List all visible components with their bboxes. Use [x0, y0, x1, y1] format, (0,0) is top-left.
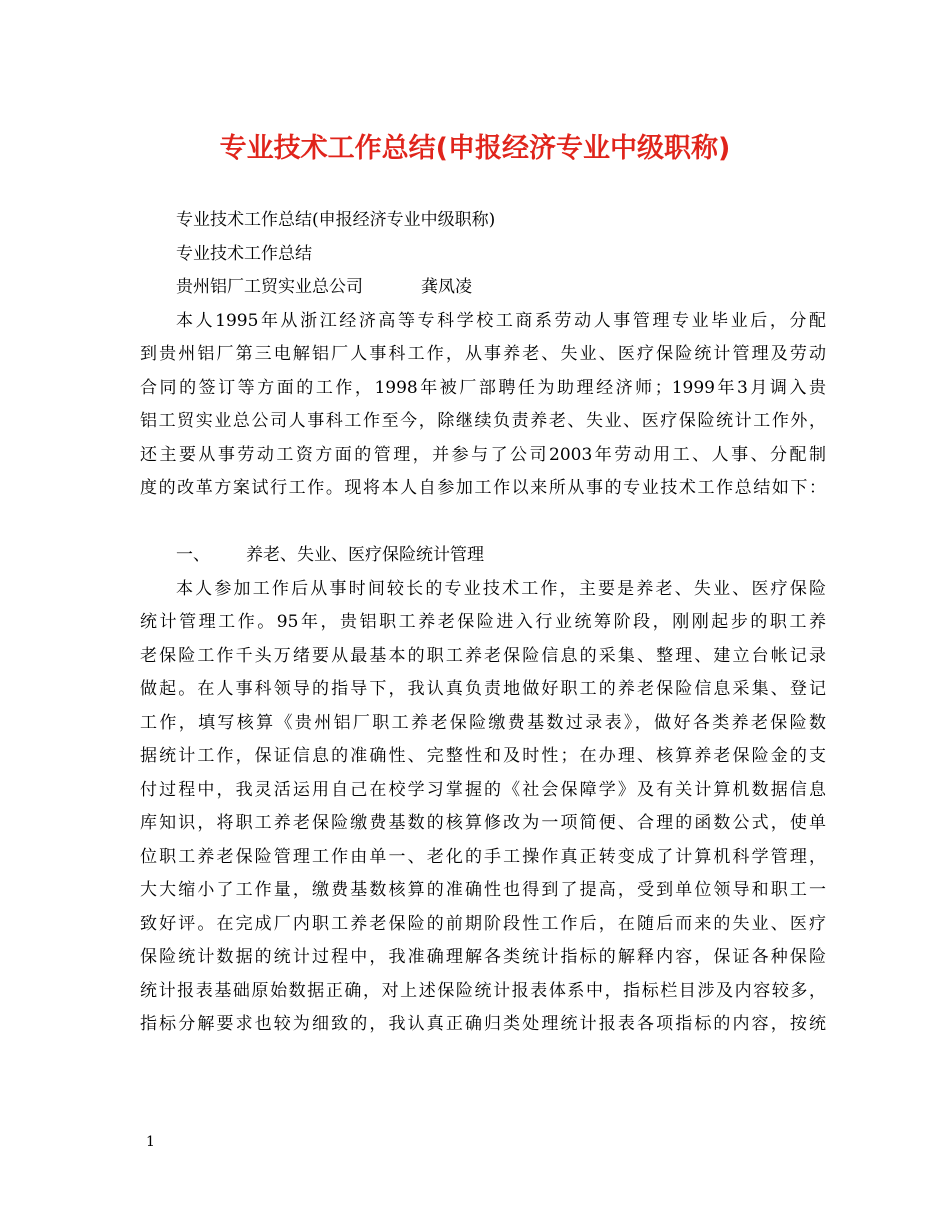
section-line: 据统计工作，保证信息的准确性、完整性和及时性；在办理、核算养老保险金的支	[140, 746, 826, 766]
heading-line: 专业技术工作总结	[176, 243, 312, 264]
paragraph-gap	[140, 506, 826, 540]
document-body	[140, 204, 826, 1042]
byline	[140, 271, 826, 305]
section-number: 一、	[176, 545, 210, 565]
intro-line: 到贵州铝厂第三电解铝厂人事科工作，从事养老、失业、医疗保险统计管理及劳动	[140, 344, 826, 364]
section-line: 老保险工作千头万绪要从最基本的职工养老保险信息的采集、整理、建立台帐记录	[140, 645, 826, 666]
document-title: 专业技术工作总结(申报经济专业中级职称)	[219, 133, 731, 164]
section-line: 库知识，将职工养老保险缴费基数的核算修改为一项简便、合理的函数公式，使单	[140, 813, 826, 833]
section-line: 统计管理工作。95年，贵铝职工养老保险进入行业统筹阶段，刚刚起步的职工养	[140, 612, 826, 632]
section-line: 致好评。在完成厂内职工养老保险的前期阶段性工作后，在随后而来的失业、医疗	[140, 913, 826, 934]
intro-line: 度的改革方案试行工作。现将本人自参加工作以来所从事的专业技术工作总结如下：	[140, 478, 826, 498]
section-title: 养老、失业、医疗保险统计管理	[246, 545, 484, 565]
section-line: 做起。在人事科领导的指导下，我认真负责地做好职工的养老保险信息采集、登记	[140, 679, 826, 699]
intro-line: 还主要从事劳动工资方面的管理，并参与了公司2003年劳动用工、人事、分配制	[140, 444, 826, 465]
section-line: 指标分解要求也较为细致的，我认真正确归类处理统计报表各项指标的内容，按统	[140, 1014, 826, 1034]
company-name: 贵州铝厂工贸实业总公司	[176, 277, 363, 297]
section-line: 付过程中，我灵活运用自己在校学习掌握的《社会保障学》及有关计算机数据信息	[140, 779, 826, 800]
section-line: 大大缩小了工作量，缴费基数核算的准确性也得到了提高，受到单位领导和职工一	[140, 880, 826, 900]
intro-line: 合同的签订等方面的工作，1998年被厂部聘任为助理经济师；1999年3月调入贵	[140, 377, 826, 398]
section-heading	[140, 539, 826, 573]
author-name: 龚凤凌	[421, 277, 472, 297]
section-line: 本人参加工作后从事时间较长的专业技术工作，主要是养老、失业、医疗保险	[176, 578, 826, 599]
section-line: 工作，填写核算《贵州铝厂职工养老保险缴费基数过录表》，做好各类养老保险数	[140, 712, 826, 733]
section-line: 位职工养老保险管理工作由单一、老化的手工操作真正转变成了计算机科学管理，	[140, 846, 826, 867]
section-line: 统计报表基础原始数据正确，对上述保险统计报表体系中，指标栏目涉及内容较多，	[140, 980, 826, 1001]
page-number: 1	[146, 1134, 155, 1150]
intro-line: 铝工贸实业总公司人事科工作至今，除继续负责养老、失业、医疗保险统计工作外，	[140, 411, 826, 431]
intro-line: 本人1995年从浙江经济高等专科学校工商系劳动人事管理专业毕业后，分配	[176, 310, 826, 331]
subtitle-line: 专业技术工作总结(申报经济专业中级职称)	[176, 210, 496, 230]
section-line: 保险统计数据的统计过程中，我准确理解各类统计指标的解释内容，保证各种保险	[140, 947, 826, 967]
